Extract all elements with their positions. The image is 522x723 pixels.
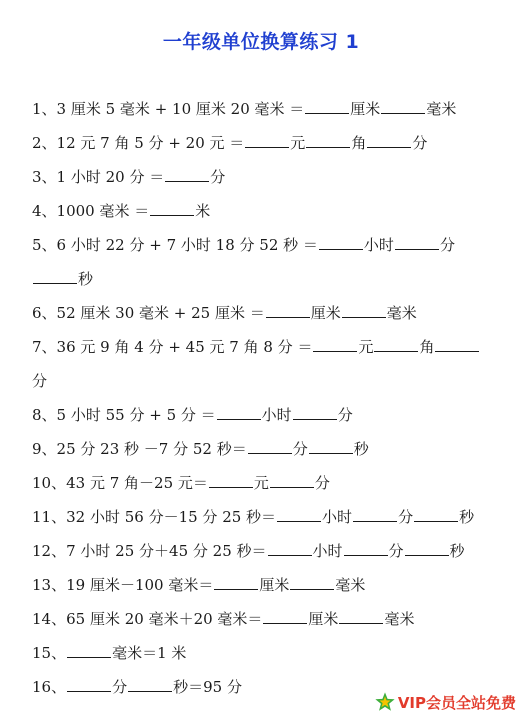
unit-label: 分 [292, 440, 308, 458]
unit-label: 秒 [78, 270, 94, 288]
unit-label: 秒 [353, 440, 369, 458]
unit-label: 角 [419, 338, 435, 356]
question-11 [32, 500, 514, 534]
unit-label: 分 [439, 236, 455, 254]
question-text: 毫米＝1 米 [112, 644, 187, 662]
question-text: 3、1 小时 20 分 ＝ [32, 168, 165, 186]
answer-blank[interactable] [344, 554, 388, 556]
unit-label: 毫米 [426, 100, 457, 118]
question-8 [32, 398, 514, 432]
question-text: 5、6 小时 22 分 + 7 小时 18 分 52 秒 ＝ [32, 236, 318, 254]
question-7 [32, 330, 514, 364]
unit-label: 秒 [459, 508, 475, 526]
answer-blank[interactable] [414, 520, 458, 522]
answer-blank[interactable] [339, 622, 383, 624]
unit-label: 分 [32, 372, 48, 390]
question-1 [32, 92, 514, 126]
question-text: 1、3 厘米 5 毫米 + 10 厘米 20 毫米 ＝ [32, 100, 305, 118]
unit-label: 毫米 [335, 576, 366, 594]
question-text: 13、19 厘米－100 毫米＝ [32, 576, 214, 594]
unit-label: 分 [210, 168, 226, 186]
unit-label: 分 [412, 134, 428, 152]
question-text: 秒＝95 分 [173, 678, 242, 696]
question-text: 4、1000 毫米 ＝ [32, 202, 150, 220]
unit-label: 毫米 [386, 304, 417, 322]
question-3 [32, 160, 514, 194]
answer-blank[interactable] [395, 248, 439, 250]
unit-label: 元 [290, 134, 306, 152]
answer-blank[interactable] [248, 452, 292, 454]
answer-blank[interactable] [277, 520, 321, 522]
unit-label: 元 [253, 474, 269, 492]
answer-blank[interactable] [405, 554, 449, 556]
question-10 [32, 466, 514, 500]
answer-blank[interactable] [290, 588, 334, 590]
unit-label: 厘米 [259, 576, 290, 594]
answer-blank[interactable] [306, 146, 350, 148]
watermark-text: VIP会员全站免费 [397, 693, 516, 712]
unit-label: 厘米 [308, 610, 339, 628]
answer-blank[interactable] [263, 622, 307, 624]
unit-label: 分 [337, 406, 353, 424]
question-15 [32, 636, 514, 670]
question-text: 2、12 元 7 角 5 分 + 20 元 ＝ [32, 134, 245, 152]
answer-blank[interactable] [305, 112, 349, 114]
answer-blank[interactable] [367, 146, 411, 148]
answer-blank[interactable] [214, 588, 258, 590]
unit-label: 毫米 [384, 610, 415, 628]
unit-label: 小时 [312, 542, 343, 560]
page-title: 一年级单位换算练习 1 [162, 31, 360, 53]
question-text: 7、36 元 9 角 4 分 + 45 元 7 角 8 分 ＝ [32, 338, 313, 356]
question-text: 12、7 小时 25 分＋45 分 25 秒＝ [32, 542, 267, 560]
question-text: 10、43 元 7 角－25 元＝ [32, 474, 208, 492]
answer-blank[interactable] [217, 418, 261, 420]
question-4 [32, 194, 514, 228]
question-text: 11、32 小时 56 分－15 分 25 秒＝ [32, 508, 277, 526]
answer-blank[interactable] [319, 248, 363, 250]
unit-label: 米 [195, 202, 211, 220]
question-14 [32, 602, 514, 636]
unit-label: 分 [314, 474, 330, 492]
answer-blank[interactable] [165, 180, 209, 182]
answer-blank[interactable] [293, 418, 337, 420]
answer-blank[interactable] [33, 282, 77, 284]
answer-blank[interactable] [245, 146, 289, 148]
question-6 [32, 296, 514, 330]
unit-label: 角 [351, 134, 367, 152]
answer-blank[interactable] [313, 350, 357, 352]
star-icon [374, 691, 396, 713]
unit-label: 分 [112, 678, 128, 696]
answer-blank[interactable] [150, 214, 194, 216]
question-text: 9、25 分 23 秒 －7 分 52 秒＝ [32, 440, 247, 458]
question-7-continued [32, 364, 514, 398]
unit-label: 元 [358, 338, 374, 356]
unit-label: 分 [388, 542, 404, 560]
unit-label: 分 [398, 508, 414, 526]
answer-blank[interactable] [381, 112, 425, 114]
answer-blank[interactable] [266, 316, 310, 318]
unit-label: 厘米 [350, 100, 381, 118]
question-13 [32, 568, 514, 602]
question-number: 16、 [32, 678, 67, 696]
question-12 [32, 534, 514, 568]
answer-blank[interactable] [342, 316, 386, 318]
question-text: 6、52 厘米 30 毫米 + 25 厘米 ＝ [32, 304, 265, 322]
question-text: 14、65 厘米 20 毫米＋20 毫米＝ [32, 610, 263, 628]
answer-blank[interactable] [374, 350, 418, 352]
unit-label: 小时 [261, 406, 292, 424]
answer-blank[interactable] [128, 690, 172, 692]
question-number: 15、 [32, 644, 67, 662]
answer-blank[interactable] [435, 350, 479, 352]
vip-watermark [374, 691, 516, 713]
question-5-continued [32, 262, 514, 296]
question-5 [32, 228, 514, 262]
answer-blank[interactable] [67, 690, 111, 692]
unit-label: 小时 [363, 236, 394, 254]
question-2 [32, 126, 514, 160]
answer-blank[interactable] [209, 486, 253, 488]
unit-label: 小时 [322, 508, 353, 526]
answer-blank[interactable] [353, 520, 397, 522]
unit-label: 秒 [449, 542, 465, 560]
question-9 [32, 432, 514, 466]
answer-blank[interactable] [270, 486, 314, 488]
question-list [32, 92, 514, 704]
answer-blank[interactable] [268, 554, 312, 556]
answer-blank[interactable] [309, 452, 353, 454]
answer-blank[interactable] [67, 656, 111, 658]
question-text: 8、5 小时 55 分 + 5 分 ＝ [32, 406, 216, 424]
unit-label: 厘米 [310, 304, 341, 322]
